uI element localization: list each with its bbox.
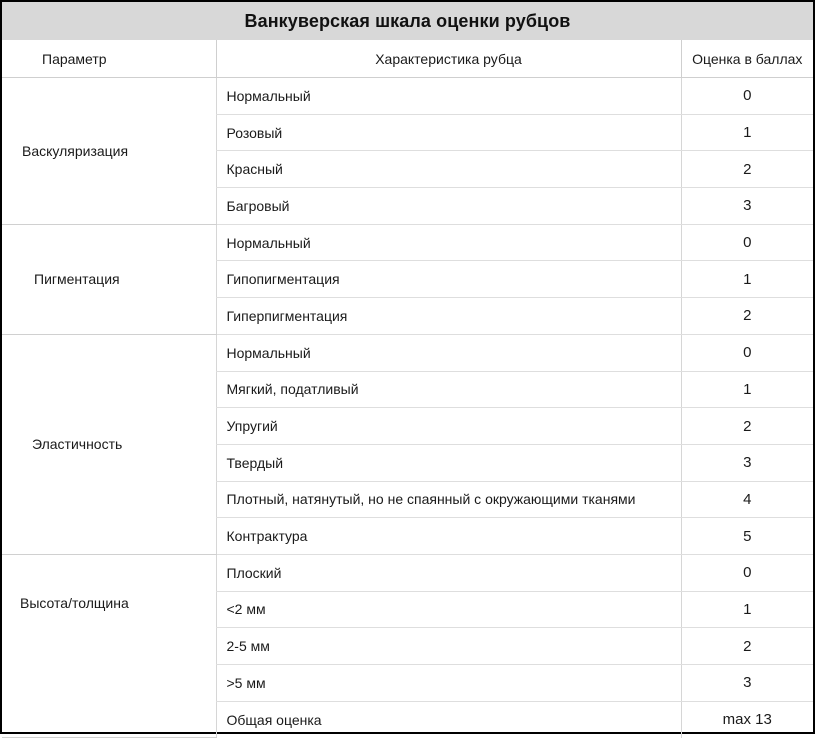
table-row [2,554,813,591]
characteristic-cell: Плоский [216,554,681,591]
score-cell: 2 [681,298,813,335]
header-score: Оценка в баллах [681,40,813,78]
characteristic-cell: Нормальный [216,78,681,115]
score-cell: 1 [681,114,813,151]
score-cell: 3 [681,188,813,225]
characteristic-cell: Общая оценка [216,701,681,738]
characteristic-cell: Нормальный [216,334,681,371]
score-cell: 2 [681,628,813,665]
characteristic-cell: Багровый [216,188,681,225]
characteristic-cell: Плотный, натянутый, но не спаянный с окружающими тканями [216,481,681,518]
parameter-cell: Васкуляризация [2,78,216,225]
score-cell: 0 [681,224,813,261]
score-cell: 0 [681,554,813,591]
table-title: Ванкуверская шкала оценки рубцов [2,2,813,40]
score-cell: 2 [681,408,813,445]
characteristic-cell: Контрактура [216,518,681,555]
header-parameter: Параметр [2,40,216,78]
score-cell: 3 [681,665,813,702]
table-row [2,224,813,261]
header-characteristic: Характеристика рубца [216,40,681,78]
characteristic-cell: 2-5 мм [216,628,681,665]
header-row [2,40,813,78]
score-cell: 0 [681,78,813,115]
score-cell: 0 [681,334,813,371]
characteristic-cell: Красный [216,151,681,188]
score-cell: 2 [681,151,813,188]
characteristic-cell: Твердый [216,444,681,481]
table-row [2,334,813,371]
score-cell: max 13 [681,701,813,738]
characteristic-cell: Упругий [216,408,681,445]
score-cell: 4 [681,481,813,518]
parameter-cell: Эластичность [2,334,216,554]
characteristic-cell: Розовый [216,114,681,151]
parameter-cell: Высота/толщина [2,554,216,737]
characteristic-cell: Гиперпигментация [216,298,681,335]
table-body [2,78,813,738]
characteristic-cell: Мягкий, податливый [216,371,681,408]
score-cell: 3 [681,444,813,481]
vancouver-scar-scale-table [2,40,813,738]
characteristic-cell: >5 мм [216,665,681,702]
characteristic-cell: <2 мм [216,591,681,628]
score-cell: 1 [681,371,813,408]
score-cell: 1 [681,591,813,628]
characteristic-cell: Нормальный [216,224,681,261]
score-cell: 5 [681,518,813,555]
parameter-cell: Пигментация [2,224,216,334]
score-cell: 1 [681,261,813,298]
characteristic-cell: Гипопигментация [216,261,681,298]
table-row [2,78,813,115]
